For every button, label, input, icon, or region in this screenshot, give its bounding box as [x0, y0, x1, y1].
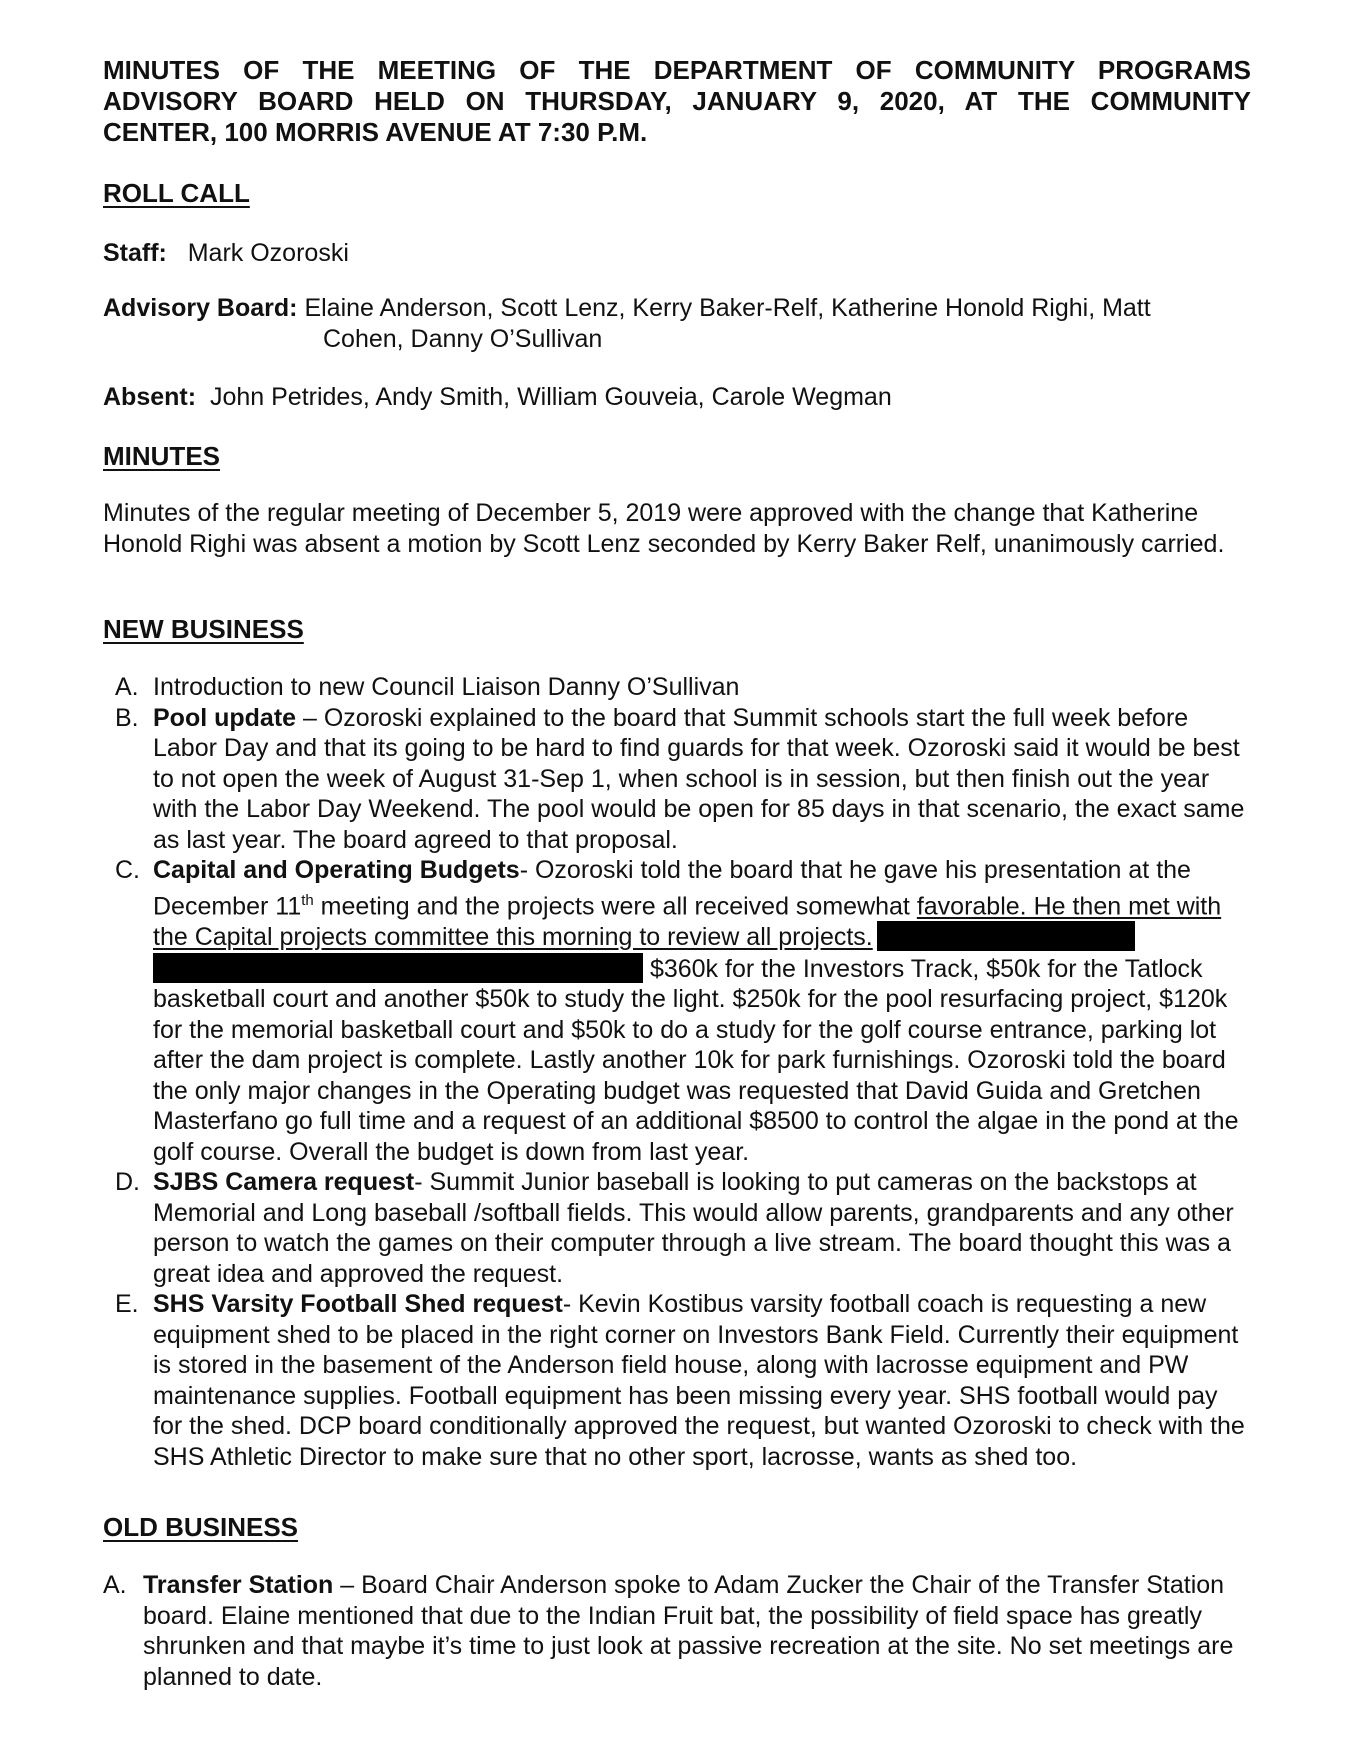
- item-text: - Kevin Kostibus varsity football coach is requesting a new equipment shed to be placed in the right corner on Investors Bank Field. Currently their equipment is stored in the basement of the Anderson field house, along with lacrosse equipment and PW maintenance supplies. Football equipment has been missing every year. SHS football would pay for the shed. DCP board conditionally approved the request, but wanted Ozoroski to check with the SHS Athletic Director to make sure that no other sport, lacrosse, wants as shed too.: [153, 1290, 1245, 1471]
- item-marker: A.: [103, 1571, 127, 1599]
- superscript: th: [301, 891, 314, 909]
- title-line-1: MINUTES OF THE MEETING OF THE DEPARTMENT OF COMMUNITY PROGRAMS: [103, 55, 1251, 85]
- absent-value: John Petrides, Andy Smith, William Gouveia, Carole Wegman: [209, 383, 892, 411]
- absent-label: Absent:: [103, 383, 197, 411]
- item-title: Transfer Station: [143, 1571, 334, 1599]
- advisory-board-value-2: Cohen, Danny O’Sullivan: [323, 325, 603, 353]
- list-item-b: [115, 703, 1253, 856]
- staff-label: Staff:: [103, 239, 167, 267]
- item-text: - Ozoroski told the board that he gave his presentation at the December 11: [153, 856, 1191, 920]
- item-text: – Board Chair Anderson spoke to Adam Zucker the Chair of the Transfer Station board. Elaine mentioned that due to the Indian Fruit bat, the possibility of field space has greatly shrunken and that maybe it’s time to just look at passive recreation at the site. No set meetings are planned to date.: [143, 1571, 1234, 1691]
- minutes-heading: MINUTES: [103, 441, 220, 471]
- list-item-e: [115, 1289, 1253, 1472]
- advisory-board-value-1: Elaine Anderson, Scott Lenz, Kerry Baker-Relf, Katherine Honold Righi, Matt: [304, 294, 1151, 322]
- redaction-bar: [153, 953, 643, 983]
- item-marker: E.: [115, 1290, 139, 1319]
- title-line-2: ADVISORY BOARD HELD ON THURSDAY, JANUARY 9, 2020, AT THE COMMUNITY: [103, 86, 1251, 116]
- list-item-d: [115, 1167, 1253, 1289]
- list-item-c: [115, 855, 1253, 1167]
- item-marker: D.: [115, 1168, 140, 1197]
- item-title: Capital and Operating Budgets: [153, 856, 520, 884]
- new-business-list: [115, 672, 1253, 1472]
- item-text: - Summit Junior baseball is looking to put cameras on the backstops at Memorial and Long baseball /softball fields. This would allow parents, grandparents and any other person to watch the games on their computer through a live stream. The board thought this was a great idea and approved the request.: [153, 1168, 1234, 1288]
- redaction-bar: [877, 921, 1135, 951]
- item-marker: A.: [115, 673, 139, 701]
- staff-value: Mark Ozoroski: [187, 239, 349, 267]
- document-title: [103, 55, 1251, 148]
- list-item-a: [103, 1570, 1253, 1692]
- roll-call-heading: ROLL CALL: [103, 178, 250, 208]
- advisory-board-line: [103, 293, 1253, 355]
- item-marker: B.: [115, 703, 139, 732]
- staff-line: [103, 238, 349, 269]
- minutes-text: Minutes of the regular meeting of December 5, 2019 were approved with the change that Katherine Honold Righi was absent a motion by Scott Lenz seconded by Kerry Baker Relf, unanimously carried.: [103, 499, 1225, 558]
- underlined-text: favorable. He then met with the Capital projects committee this morning to review all projects.: [153, 891, 1222, 952]
- absent-line: [103, 382, 892, 413]
- item-title: Pool update: [153, 703, 297, 732]
- item-title: SHS Varsity Football Shed request: [153, 1290, 563, 1319]
- advisory-board-label: Advisory Board:: [103, 294, 298, 322]
- item-marker: C.: [115, 856, 140, 884]
- old-business-list: [103, 1570, 1253, 1692]
- title-line-3: CENTER, 100 MORRIS AVENUE AT 7:30 P.M.: [103, 117, 648, 147]
- item-text: meeting and the projects were all received somewhat: [313, 891, 917, 920]
- new-business-heading: NEW BUSINESS: [103, 614, 304, 644]
- item-text: Introduction to new Council Liaison Danny O’Sullivan: [153, 673, 740, 701]
- item-title: SJBS Camera request: [153, 1168, 415, 1197]
- old-business-heading: OLD BUSINESS: [103, 1512, 299, 1542]
- list-item-a: [115, 672, 1253, 703]
- item-text: – Ozoroski explained to the board that Summit schools start the full week before Labor Day and that its going to be hard to find guards for that week. Ozoroski said it would be best to not open the week of August 31-Sep 1, when school is in session, but then finish out the year with the Labor Day Weekend. The pool would be open for 85 days in that scenario, the exact same as last year. The board agreed to that proposal.: [153, 703, 1245, 854]
- item-text: $360k for the Investors Track, $50k for the Tatlock basketball court and another $50k to study the light. $250k for the pool resurfacing project, $120k for the memorial basketball court and $50k to do a study for the golf course entrance, parking lot after the dam project is complete. Lastly another 10k for park furnishings. Ozoroski told the board the only major changes in the Operating budget was requested that David Guida and Gretchen Masterfano go full time and a request of an additional $8500 to control the algae in the pond at the golf course. Overall the budget is down from last year.: [153, 954, 1239, 1166]
